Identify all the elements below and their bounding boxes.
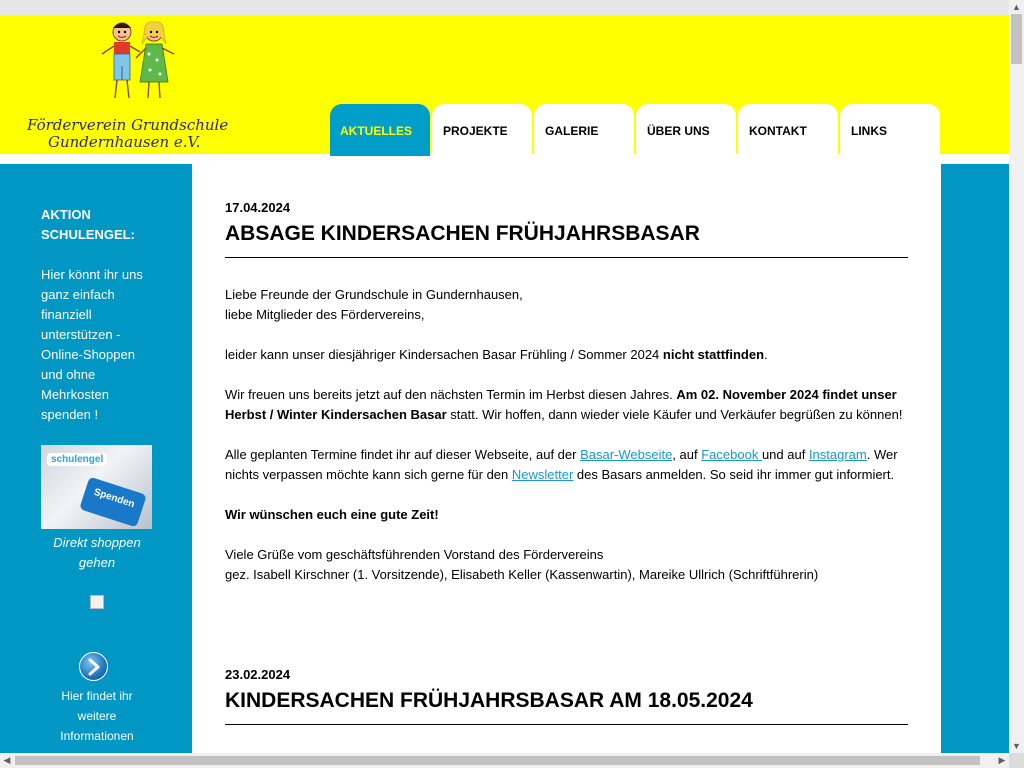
sidebar <box>1 164 192 753</box>
more-info-link[interactable]: Hier findet ihr weitere Informationen <box>60 689 134 743</box>
text-span: leider kann unser diesjähriger Kindersachen Basar Frühling / Sommer 2024 <box>225 347 663 362</box>
right-column-background <box>941 164 1009 753</box>
text-span: und auf <box>761 447 809 462</box>
bold-text: nicht stattfinden <box>662 347 765 362</box>
nav-item-galerie[interactable]: GALERIE <box>534 104 634 156</box>
scroll-left-arrow-icon[interactable]: ◀ <box>3 755 11 765</box>
logo-text-line2: Gundernhausen e.V. <box>48 133 201 151</box>
horizontal-scroll-thumb[interactable] <box>15 756 980 765</box>
nav-item-aktuelles[interactable]: AKTUELLES <box>330 104 430 156</box>
page <box>0 15 1009 753</box>
post-paragraph <box>225 385 908 425</box>
text-span: statt. Wir hoffen, dann wieder viele Käufer und Verkäufer begrüßen zu können! <box>446 407 903 422</box>
signature-line1: Viele Grüße vom geschäftsführenden Vorstand des Fördervereins <box>225 547 604 562</box>
header <box>0 15 1009 154</box>
bold-text: Am 02. November 2024 findet unser Herbst / Winter Kindersachen Basar <box>225 387 897 422</box>
sidebar-text: Hier könnt ihr uns ganz einfach finanziell unterstützen - Online-Shoppen und ohne Mehrkosten spenden ! <box>41 267 143 422</box>
post-greeting <box>225 285 908 325</box>
facebook-link[interactable]: Facebook <box>701 447 762 462</box>
text-span: des Basars anmelden. So seid ihr immer gut informiert. <box>573 467 895 482</box>
post-date: 23.02.2024 <box>225 667 291 682</box>
post-closing: Wir wünschen euch eine gute Zeit! <box>225 507 439 522</box>
post-title: KINDERSACHEN FRÜHJAHRSBASAR AM 18.05.2024 <box>225 689 908 725</box>
instagram-link[interactable]: Instagram <box>808 447 867 462</box>
schulengel-logo: schulengel <box>47 453 107 466</box>
scroll-down-arrow-icon[interactable]: ▼ <box>1012 741 1021 751</box>
logo-text-line1: Förderverein Grundschule <box>27 116 229 134</box>
schulengel-banner-image[interactable] <box>41 445 152 529</box>
greeting-line2: liebe Mitglieder des Fördervereins, <box>225 307 425 322</box>
post-title: ABSAGE KINDERSACHEN FRÜHJAHRSBASAR <box>225 222 908 258</box>
nav-item-kontakt[interactable]: KONTAKT <box>738 104 838 156</box>
post-signature <box>225 545 908 585</box>
text-span: . Wer nichts verpassen möchte kann sich gerne für den <box>225 447 898 482</box>
text-span: Wir freuen uns bereits jetzt auf den nächsten Termin im Herbst diesen Jahres. <box>225 387 677 402</box>
shop-caption-link[interactable]: Direkt shoppen gehen <box>53 535 141 570</box>
site-logo[interactable] <box>24 20 234 155</box>
scroll-right-arrow-icon[interactable]: ▶ <box>998 755 1006 765</box>
newsletter-link[interactable]: Newsletter <box>511 467 574 482</box>
text-span: . <box>764 347 768 362</box>
basar-webseite-link[interactable]: Basar-Webseite <box>580 447 673 462</box>
text-span: Alle geplanten Termine findet ihr auf dieser Webseite, auf der <box>225 447 581 462</box>
browser-top-strip <box>0 0 1009 15</box>
broken-image-icon <box>90 595 104 609</box>
vertical-scrollbar[interactable] <box>1009 0 1024 753</box>
kids-drawing-icon <box>94 20 184 108</box>
greeting-line1: Liebe Freunde der Grundschule in Gundernhausen, <box>225 287 523 302</box>
nav-item-links[interactable]: LINKS <box>840 104 940 156</box>
arrow-right-circle-icon[interactable] <box>79 652 108 681</box>
nav-item-projekte[interactable]: PROJEKTE <box>432 104 532 156</box>
signature-line2: gez. Isabell Kirschner (1. Vorsitzende), Elisabeth Keller (Kassenwartin), Mareike Ullrich (Schriftführerin) <box>225 567 819 582</box>
scroll-up-arrow-icon[interactable]: ▲ <box>1012 2 1021 12</box>
scrollbar-corner <box>1009 753 1024 768</box>
vertical-scroll-thumb[interactable] <box>1011 14 1022 64</box>
post-paragraph <box>225 445 908 485</box>
post-paragraph <box>225 345 908 365</box>
keyboard-key-label: Spenden <box>92 486 136 511</box>
horizontal-scrollbar[interactable] <box>0 753 1009 768</box>
nav-item-ueber-uns[interactable]: ÜBER UNS <box>636 104 736 156</box>
post-date: 17.04.2024 <box>225 200 291 215</box>
text-span: , auf <box>672 447 702 462</box>
sidebar-title: AKTION SCHULENGEL: <box>41 207 135 242</box>
